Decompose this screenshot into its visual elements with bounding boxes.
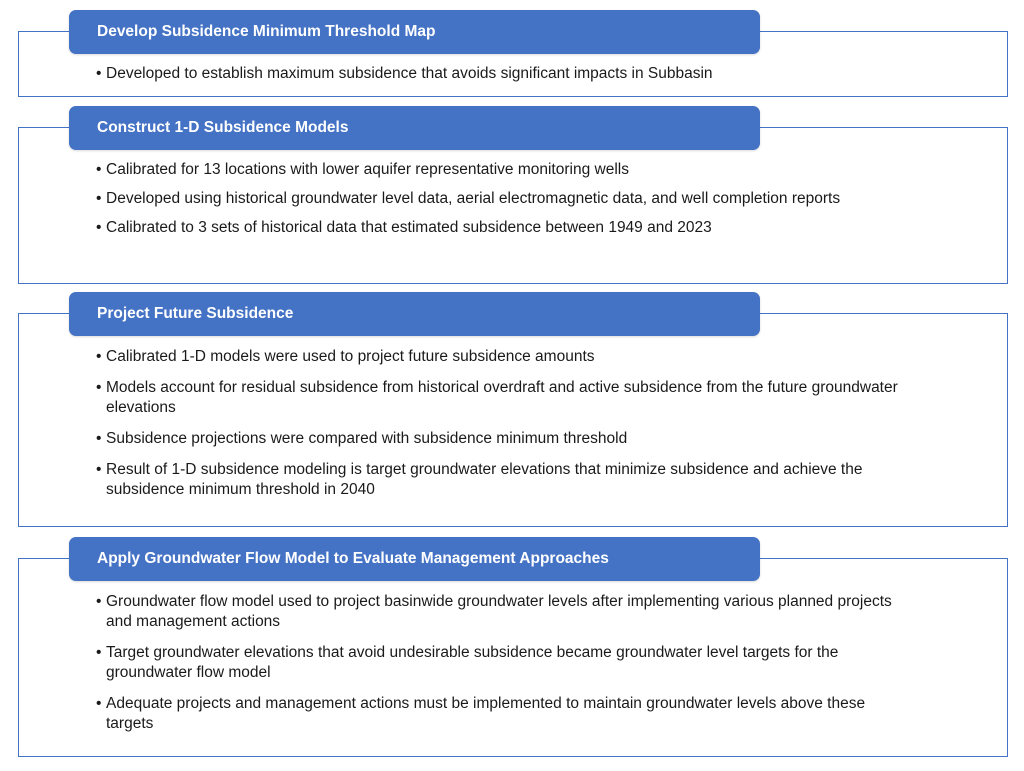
bullet-dot: • <box>96 65 102 82</box>
bullet-dot: • <box>96 348 102 365</box>
bullet-item: • Models account for residual subsidence from historical overdraft and active subsidence from the future groundwater elevations <box>96 379 898 416</box>
bullet-dot: • <box>96 461 102 478</box>
bullet-item: • Target groundwater elevations that avoid undesirable subsidence became groundwater level targets for the groundwater flow model <box>96 644 839 681</box>
section-title: Construct 1-D Subsidence Models <box>97 119 349 136</box>
bullet-list <box>96 592 916 740</box>
bullet-item: • Developed to establish maximum subsidence that avoids significant impacts in Subbasin <box>96 65 713 82</box>
bullet-dot: • <box>96 161 102 178</box>
section-title: Develop Subsidence Minimum Threshold Map <box>97 23 436 40</box>
section-title: Apply Groundwater Flow Model to Evaluate Management Approaches <box>97 550 609 567</box>
section-header <box>69 106 760 150</box>
bullet-dot: • <box>96 695 102 712</box>
bullet-item: • Calibrated 1-D models were used to project future subsidence amounts <box>96 348 595 365</box>
bullet-item: • Developed using historical groundwater level data, aerial electromagnetic data, and well completion reports <box>96 190 841 207</box>
bullet-item: • Groundwater flow model used to project basinwide groundwater levels after implementing various planned projects and management actions <box>96 593 892 630</box>
section-header <box>69 10 760 54</box>
bullet-dot: • <box>96 644 102 661</box>
bullet-item: • Adequate projects and management actions must be implemented to maintain groundwater levels above these targets <box>96 695 866 732</box>
bullet-dot: • <box>96 593 102 610</box>
bullet-item: • Calibrated to 3 sets of historical data that estimated subsidence between 1949 and 2023 <box>96 219 712 236</box>
bullet-list <box>96 160 916 244</box>
section-header <box>69 537 760 581</box>
bullet-item: • Subsidence projections were compared with subsidence minimum threshold <box>96 430 628 447</box>
bullet-list <box>96 64 916 90</box>
bullet-dot: • <box>96 219 102 236</box>
bullet-item: • Calibrated for 13 locations with lower aquifer representative monitoring wells <box>96 161 629 178</box>
section-title: Project Future Subsidence <box>97 305 294 322</box>
bullet-dot: • <box>96 430 102 447</box>
bullet-item: • Result of 1-D subsidence modeling is target groundwater elevations that minimize subsidence and achieve the subsidence minimum threshold in 2040 <box>96 461 863 498</box>
bullet-dot: • <box>96 190 102 207</box>
bullet-list <box>96 347 916 506</box>
section-header <box>69 292 760 336</box>
bullet-dot: • <box>96 379 102 396</box>
